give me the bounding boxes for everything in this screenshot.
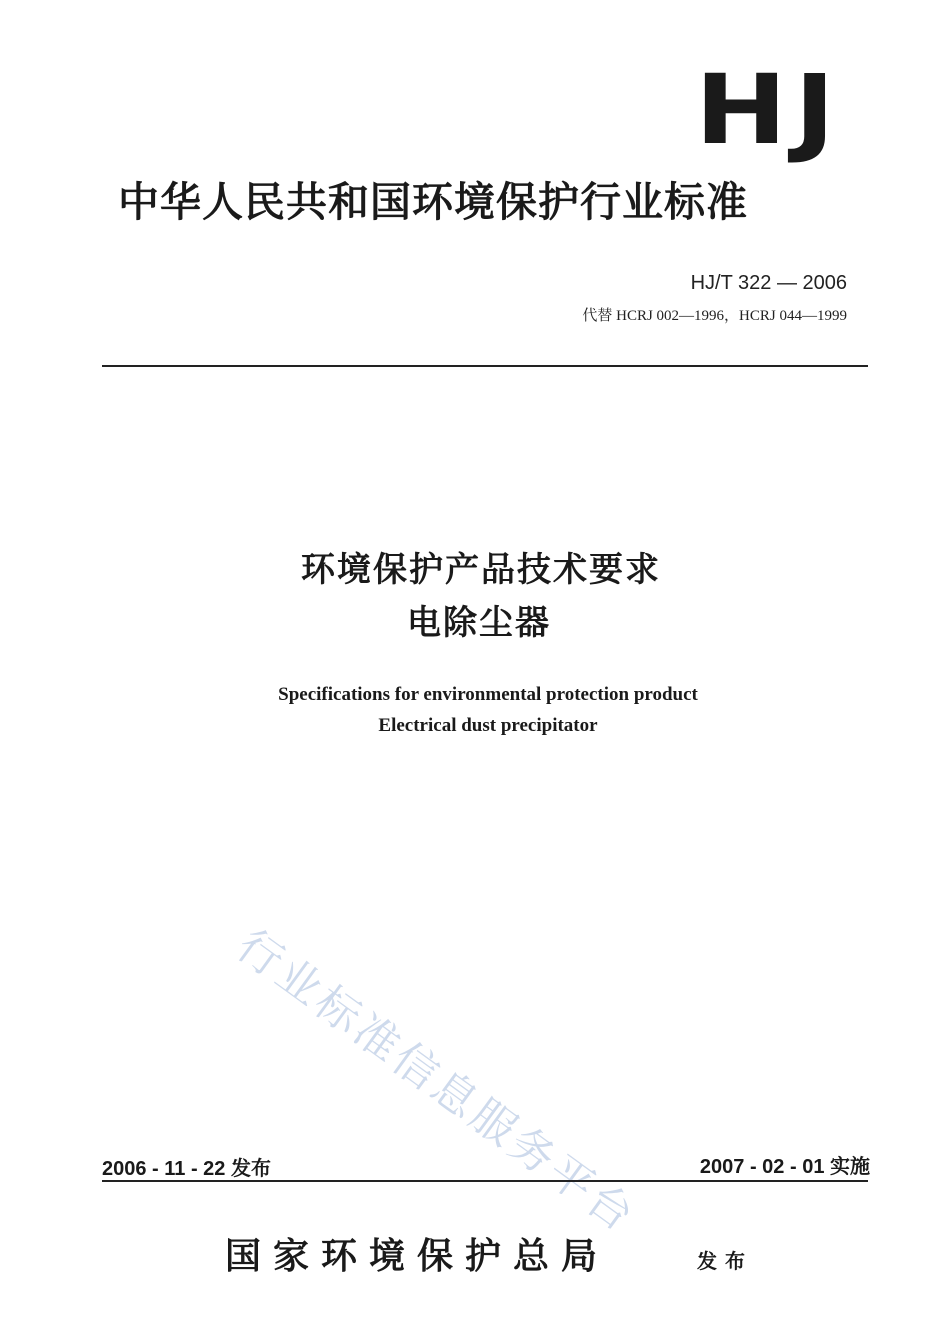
issue-date: 2006 - 11 - 22 发布 [102,1158,271,1180]
header-divider [102,365,868,367]
standard-number: HJ/T 322 — 2006 [690,272,847,294]
replaces-standards: 代替 HCRJ 002—1996，HCRJ 044—1999 [582,308,847,324]
footer-divider [102,1180,868,1182]
issuing-authority: 国家环境保护总局 [225,1235,610,1277]
hj-logo: HJ [694,54,842,166]
issuer-action: 发布 [697,1249,753,1273]
implementation-date: 2007 - 02 - 01 实施 [699,1156,870,1178]
document-type-heading: 中华人民共和国环境保护行业标准 [118,178,748,226]
title-chinese-line-1: 环境保护产品技术要求 [301,550,661,590]
title-chinese-line-2: 电除尘器 [407,603,551,643]
title-english-line-1: Specifications for environmental protection product [278,684,698,705]
title-english-line-2: Electrical dust precipitator [378,715,598,736]
watermark: 行业标准信息服务平台 [227,920,646,1244]
